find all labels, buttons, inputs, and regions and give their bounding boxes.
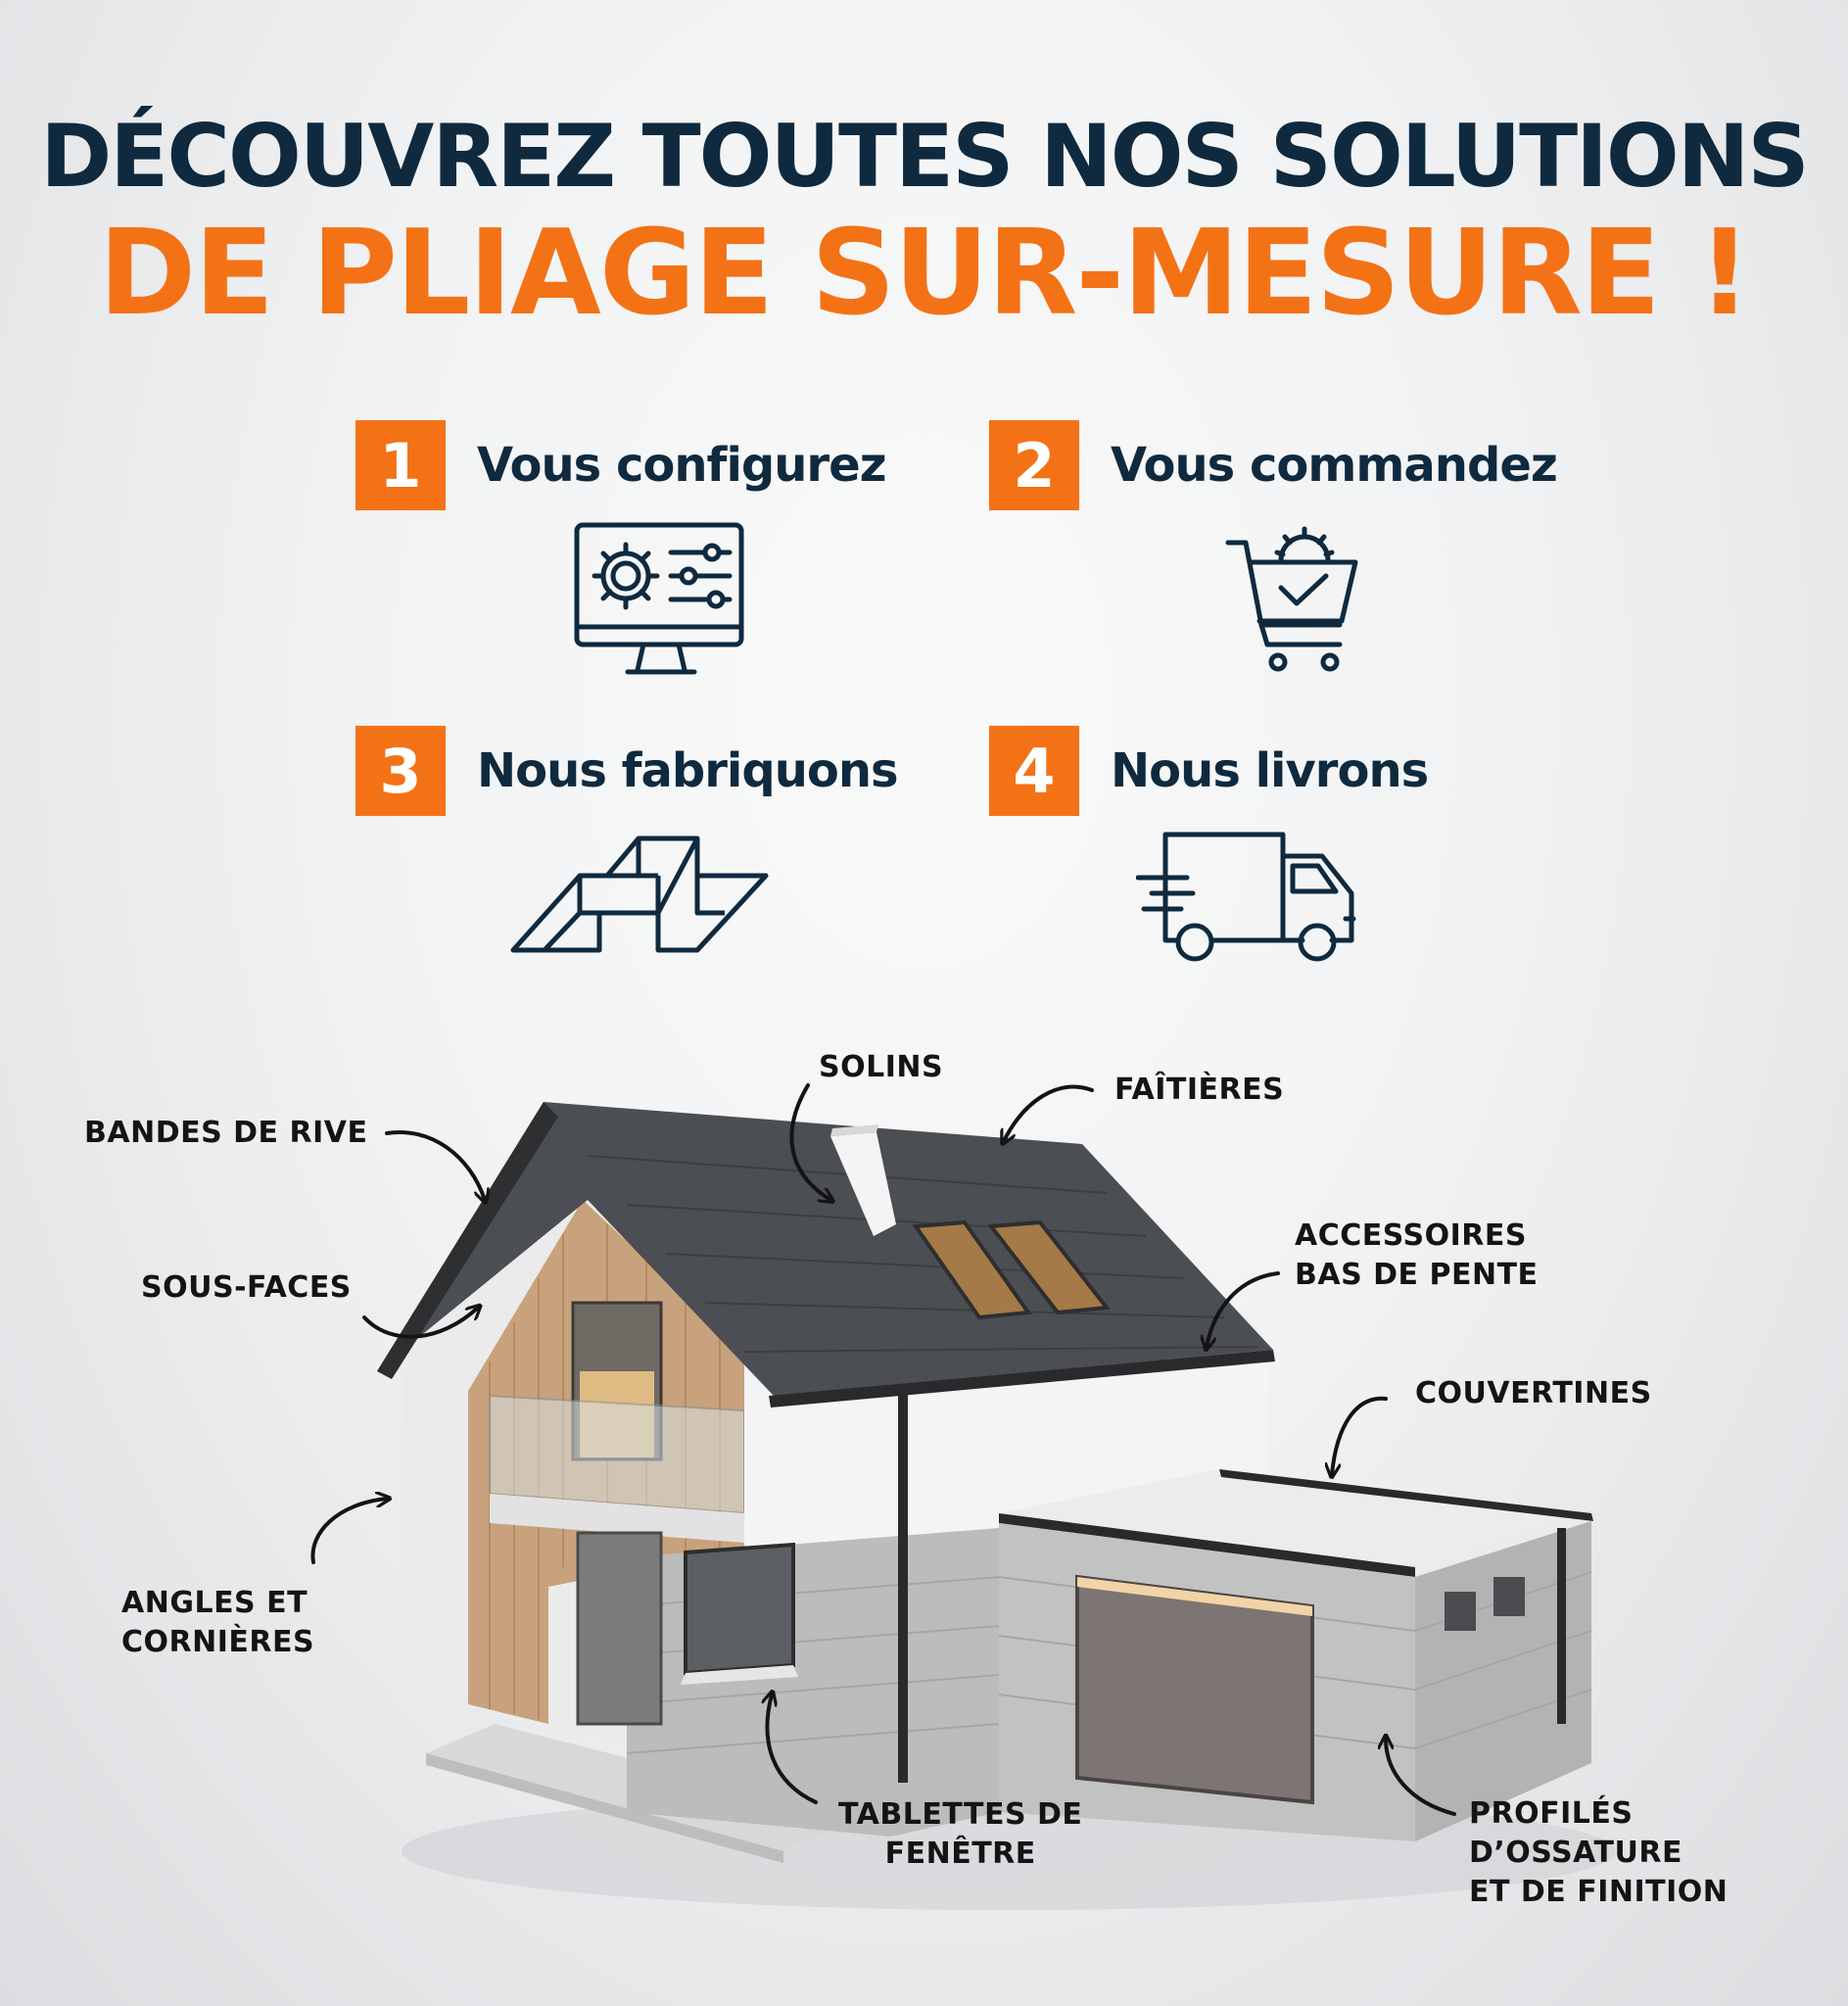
arrow-solins <box>791 1085 830 1200</box>
arrow-faitieres <box>1004 1087 1092 1141</box>
label-tablettes-de-fenetre: TABLETTES DE FENÊTRE <box>838 1797 1083 1871</box>
headline-line-2: DE PLIAGE SUR-MESURE ! <box>98 206 1750 342</box>
headline-line-1: DÉCOUVREZ TOUTES NOS SOLUTIONS <box>40 106 1808 207</box>
label-solins: SOLINS <box>819 1050 944 1084</box>
step-number-badge: 2 <box>989 420 1079 510</box>
arrow-angles <box>312 1499 387 1562</box>
arrow-profiles <box>1386 1739 1454 1814</box>
arrow-accessoires <box>1207 1273 1278 1347</box>
label-sous-faces: SOUS-FACES <box>141 1270 352 1305</box>
label-faitieres: FAÎTIÈRES <box>1114 1073 1285 1107</box>
step-number-badge: 1 <box>355 420 446 510</box>
arrow-couvertines <box>1332 1399 1386 1474</box>
arrow-sous-faces <box>364 1308 478 1337</box>
label-couvertines: COUVERTINES <box>1415 1376 1652 1410</box>
label-profiles: PROFILÉS D’OSSATURE ET DE FINITION <box>1469 1796 1729 1909</box>
label-angles-et-cornieres: ANGLES ET CORNIÈRES <box>121 1586 315 1659</box>
step-number-badge: 3 <box>355 726 446 816</box>
step-label: Vous commandez <box>1111 438 1557 493</box>
label-accessoires-bas-de-pente: ACCESSOIRES BAS DE PENTE <box>1295 1218 1539 1292</box>
step-label: Vous configurez <box>477 438 886 493</box>
step-number-badge: 4 <box>989 726 1079 816</box>
label-bandes-de-rive: BANDES DE RIVE <box>84 1116 368 1150</box>
arrow-bandes-de-rive <box>387 1132 485 1200</box>
step-label: Nous fabriquons <box>477 743 898 798</box>
arrow-tablettes <box>767 1695 816 1802</box>
step-label: Nous livrons <box>1111 743 1429 798</box>
